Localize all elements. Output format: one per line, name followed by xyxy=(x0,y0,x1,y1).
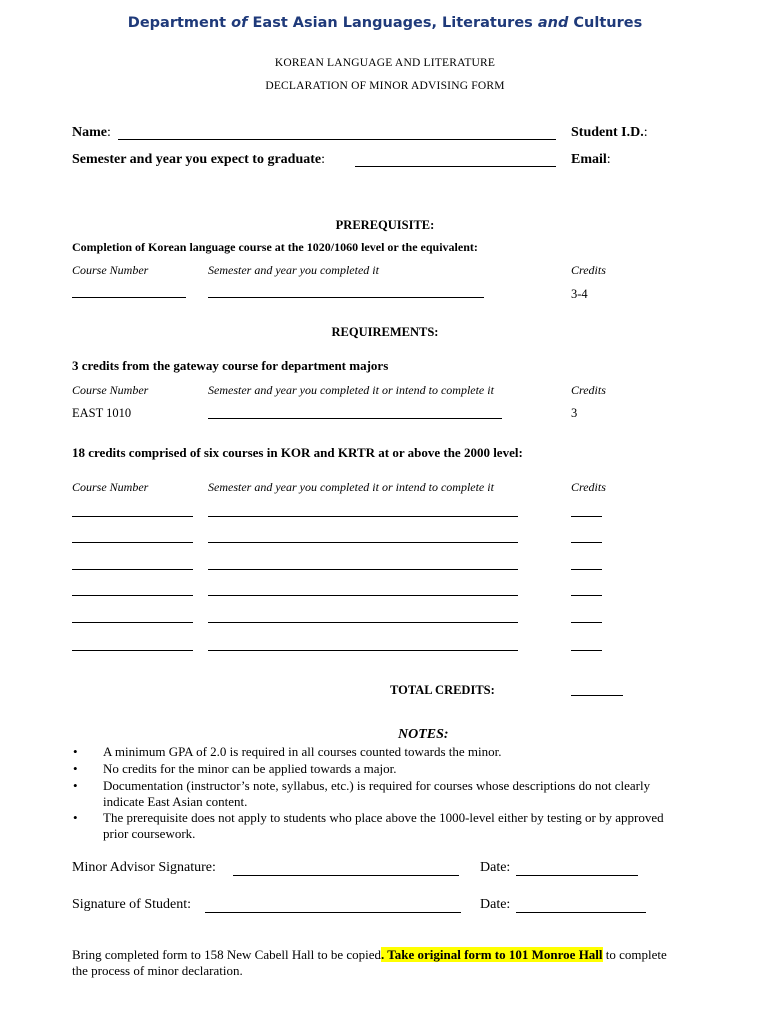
kor-heading: 18 credits comprised of six courses in KOR and KRTR at or above the 2000 level: xyxy=(72,445,523,460)
gateway-col-credits: Credits xyxy=(571,383,606,397)
prereq-col-course: Course Number xyxy=(72,263,149,277)
kor-semester-field[interactable] xyxy=(208,650,518,651)
total-credits-label: TOTAL CREDITS: xyxy=(390,683,495,697)
dept-text: East Asian Languages, Literatures xyxy=(247,15,538,31)
note-item: The prerequisite does not apply to students who place above the 1000-level either by testing or by approved xyxy=(103,810,664,825)
advisor-date-field[interactable] xyxy=(516,875,638,876)
footer-highlight: . Take original form to 101 Monroe Hall xyxy=(381,947,603,962)
student-date-field[interactable] xyxy=(516,912,646,913)
total-credits-field[interactable] xyxy=(571,695,623,696)
prereq-credits-value: 3-4 xyxy=(571,287,588,301)
bullet-icon: • xyxy=(73,810,78,825)
prerequisite-heading: PREREQUISITE: xyxy=(335,218,435,232)
student-signature-field[interactable] xyxy=(205,912,461,913)
kor-credits-field[interactable] xyxy=(571,569,602,570)
name-label: Name: xyxy=(72,125,111,140)
advisor-date-label: Date: xyxy=(480,860,511,875)
footer-instructions-line2: the process of minor declaration. xyxy=(72,963,243,978)
kor-semester-field[interactable] xyxy=(208,516,518,517)
kor-credits-field[interactable] xyxy=(571,516,602,517)
student-date-label: Date: xyxy=(480,897,511,912)
name-field[interactable] xyxy=(118,139,556,140)
kor-semester-field[interactable] xyxy=(208,542,518,543)
kor-credits-field[interactable] xyxy=(571,542,602,543)
prereq-col-semester: Semester and year you completed it xyxy=(208,263,379,277)
prereq-course-field[interactable] xyxy=(72,297,186,298)
advisor-signature-label: Minor Advisor Signature: xyxy=(72,860,216,875)
graduation-label: Semester and year you expect to graduate: xyxy=(72,152,325,167)
kor-col-course: Course Number xyxy=(72,480,149,494)
gateway-heading: 3 credits from the gateway course for department majors xyxy=(72,358,389,373)
form-title: DECLARATION OF MINOR ADVISING FORM xyxy=(265,80,505,92)
email-label: Email: xyxy=(571,152,611,167)
footer-instructions xyxy=(72,947,667,963)
note-item: prior coursework. xyxy=(103,826,196,841)
prerequisite-description: Completion of Korean language course at the 1020/1060 level or the equivalent: xyxy=(72,240,478,254)
gateway-credits-value: 3 xyxy=(571,406,578,420)
kor-semester-field[interactable] xyxy=(208,622,518,623)
notes-heading: NOTES: xyxy=(398,727,449,742)
department-title xyxy=(0,15,770,31)
program-title: KOREAN LANGUAGE AND LITERATURE xyxy=(274,57,496,69)
kor-semester-field[interactable] xyxy=(208,569,518,570)
student-signature-label: Signature of Student: xyxy=(72,897,191,912)
gateway-course-value: EAST 1010 xyxy=(72,406,132,420)
note-item: Documentation (instructor’s note, syllabus, etc.) is required for courses whose descriptions do not clearly xyxy=(103,778,651,793)
kor-col-semester: Semester and year you completed it or intend to complete it xyxy=(208,480,494,494)
note-item: indicate East Asian content. xyxy=(103,794,248,809)
prereq-semester-field[interactable] xyxy=(208,297,484,298)
student-id-label: Student I.D.: xyxy=(571,125,648,140)
gateway-col-semester: Semester and year you completed it or intend to complete it xyxy=(208,383,494,397)
kor-credits-field[interactable] xyxy=(571,622,602,623)
bullet-icon: • xyxy=(73,744,78,759)
note-item: No credits for the minor can be applied towards a major. xyxy=(103,761,397,776)
kor-course-field[interactable] xyxy=(72,516,193,517)
bullet-icon: • xyxy=(73,778,78,793)
requirements-heading: REQUIREMENTS: xyxy=(331,325,439,339)
note-item: A minimum GPA of 2.0 is required in all courses counted towards the minor. xyxy=(103,744,502,759)
gateway-semester-field[interactable] xyxy=(208,418,502,419)
dept-text: Cultures xyxy=(568,15,643,31)
kor-credits-field[interactable] xyxy=(571,595,602,596)
kor-course-field[interactable] xyxy=(72,569,193,570)
kor-course-field[interactable] xyxy=(72,595,193,596)
prereq-col-credits: Credits xyxy=(571,263,606,277)
kor-course-field[interactable] xyxy=(72,622,193,623)
gateway-col-course: Course Number xyxy=(72,383,149,397)
dept-and: and xyxy=(537,15,569,31)
kor-col-credits: Credits xyxy=(571,480,606,494)
kor-semester-field[interactable] xyxy=(208,595,518,596)
footer-text: Bring completed form to 158 New Cabell Hall to be copied xyxy=(72,947,382,962)
kor-credits-field[interactable] xyxy=(571,650,602,651)
bullet-icon: • xyxy=(73,761,78,776)
advisor-signature-field[interactable] xyxy=(233,875,459,876)
graduation-field[interactable] xyxy=(355,166,556,167)
kor-course-field[interactable] xyxy=(72,542,193,543)
footer-text: to complete xyxy=(602,947,667,962)
dept-of: of xyxy=(231,15,248,31)
dept-text: Department xyxy=(127,15,232,31)
kor-course-field[interactable] xyxy=(72,650,193,651)
